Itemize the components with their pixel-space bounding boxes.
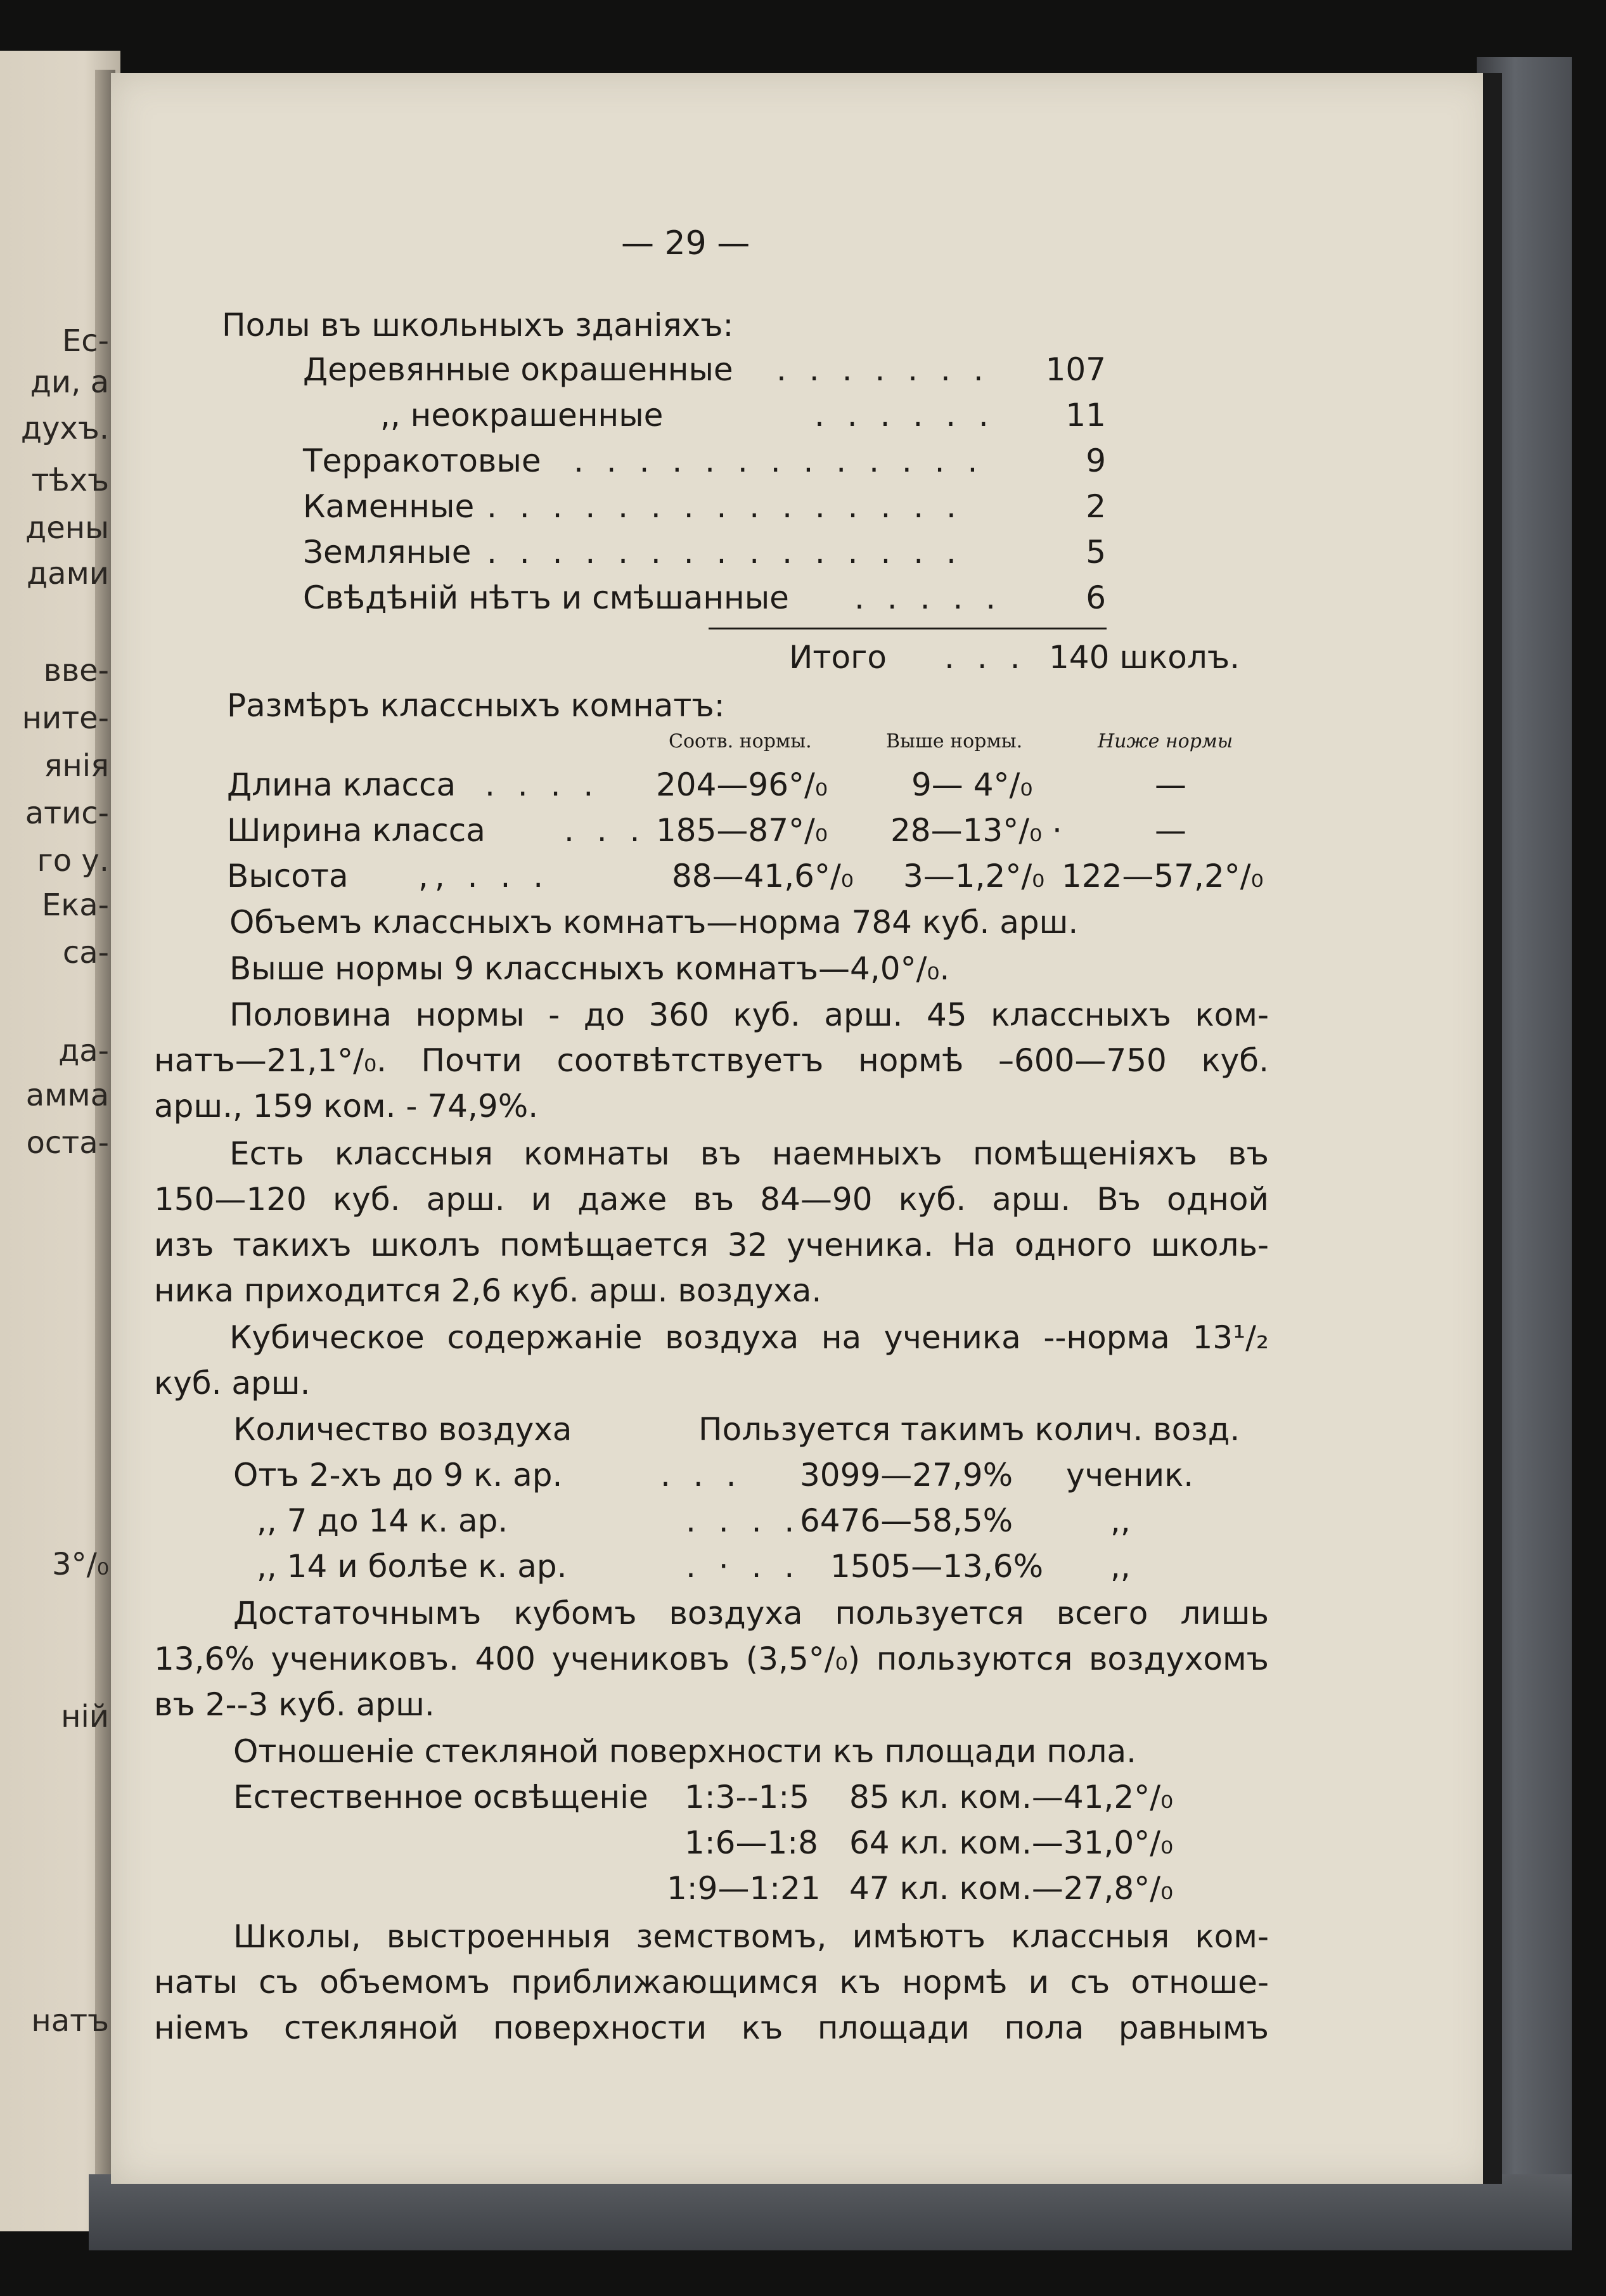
book-cover-bottom bbox=[89, 2174, 1572, 2250]
room-row-c3: — bbox=[1155, 766, 1186, 803]
air-unit: ученик. bbox=[1066, 1457, 1194, 1493]
left-fragment: дены bbox=[25, 510, 109, 546]
floor-dots: . . . . . . . bbox=[776, 351, 990, 388]
left-fragment: оста- bbox=[26, 1125, 109, 1161]
left-fragment: тѣхъ bbox=[31, 463, 109, 498]
text-line: изъ такихъ школъ помѣщается 32 ученика. На одного школь- bbox=[154, 1227, 1269, 1263]
left-fragment: да- bbox=[58, 1033, 109, 1069]
left-fragment: натъ bbox=[31, 2003, 109, 2039]
text-line: наты съ объемомъ приближающимся къ нормѣ и съ отноше- bbox=[154, 1964, 1269, 2001]
room-row-label: Длина класса bbox=[227, 766, 456, 803]
text-line: Достаточнымъ кубомъ воздуха пользуется всего лишь bbox=[233, 1595, 1269, 1632]
glass-rooms: 64 кл. ком.—31,0°/₀ bbox=[849, 1824, 1174, 1861]
left-fragment: 3°/₀ bbox=[52, 1547, 109, 1582]
left-fragment: ните- bbox=[22, 700, 109, 736]
room-row-c2: 3—1,2°/₀ bbox=[903, 858, 1045, 894]
room-row-c1: 185—87°/₀ bbox=[656, 812, 828, 849]
text-line: Половина нормы - до 360 куб. арш. 45 классныхъ ком- bbox=[229, 996, 1269, 1033]
left-fragment: духъ. bbox=[20, 411, 109, 446]
text-line: куб. арш. bbox=[154, 1365, 311, 1402]
air-unit: ,, bbox=[1110, 1502, 1131, 1539]
air-value: 1505—13,6% bbox=[830, 1548, 1044, 1585]
total-value: 140 школъ. bbox=[1049, 639, 1240, 676]
total-dots: . . . bbox=[944, 639, 1027, 676]
left-fragment: ди, а bbox=[30, 364, 109, 400]
floor-dots: . . . . . . . . . . . . . . . bbox=[487, 534, 963, 571]
text-line: Школы, выстроенныя земствомъ, имѣютъ классныя ком- bbox=[233, 1918, 1269, 1955]
room-row-c2: 9— 4°/₀ bbox=[911, 766, 1033, 803]
text-line: 13,6% учениковъ. 400 учениковъ (3,5°/₀) пользуются воздухомъ bbox=[154, 1641, 1269, 1677]
text-line: въ 2--3 куб. арш. bbox=[154, 1686, 435, 1723]
air-value: 6476—58,5% bbox=[800, 1502, 1013, 1539]
floor-label: Земляные bbox=[303, 534, 472, 571]
floor-value: 2 bbox=[1086, 488, 1106, 525]
text-line: Кубическое содержаніе воздуха на ученика --норма 13¹/₂ bbox=[229, 1319, 1269, 1356]
glass-rooms: 47 кл. ком.—27,8°/₀ bbox=[849, 1870, 1174, 1907]
floor-value: 11 bbox=[1065, 397, 1106, 434]
above-norm: Выше нормы 9 классныхъ комнатъ—4,0°/₀. bbox=[229, 950, 950, 987]
air-range: ,, 7 до 14 к. ар. bbox=[257, 1502, 508, 1539]
air-col-header: Пользуется такимъ колич. возд. bbox=[698, 1411, 1240, 1448]
floor-value: 6 bbox=[1086, 579, 1106, 616]
left-fragment: янія bbox=[44, 748, 109, 784]
room-sizes-heading: Размѣръ классныхъ комнатъ: bbox=[227, 687, 725, 724]
air-range: ,, 14 и болѣе к. ар. bbox=[257, 1548, 567, 1585]
floor-label: Каменные bbox=[303, 488, 475, 525]
left-fragment: Ека- bbox=[41, 887, 109, 923]
air-dots: . . . bbox=[660, 1457, 743, 1493]
floor-dots: . . . . . . . . . . . . . bbox=[574, 442, 984, 479]
floor-label: Терракотовые bbox=[303, 442, 541, 479]
floor-value: 107 bbox=[1045, 351, 1106, 388]
col-header: Ниже нормы bbox=[1098, 730, 1233, 752]
left-fragment: дами bbox=[26, 556, 109, 591]
left-fragment: го у. bbox=[37, 843, 109, 879]
floor-label: ,, неокрашенные bbox=[380, 397, 664, 434]
glass-rooms: 85 кл. ком.—41,2°/₀ bbox=[849, 1779, 1174, 1816]
air-range: Отъ 2-хъ до 9 к. ар. bbox=[233, 1457, 563, 1493]
text-line: Есть классныя комнаты въ наемныхъ помѣщеніяхъ въ bbox=[229, 1135, 1269, 1172]
page-gutter-shadow bbox=[1483, 73, 1502, 2184]
left-fragment: Ес- bbox=[61, 323, 109, 359]
room-row-dots: . . . bbox=[564, 812, 646, 849]
text-line: ника приходится 2,6 куб. арш. воздуха. bbox=[154, 1272, 822, 1309]
page bbox=[111, 73, 1493, 2184]
left-fragment: амма bbox=[25, 1078, 109, 1113]
room-row-dots: ,, . . . bbox=[418, 858, 550, 894]
room-row-c3: 122—57,2°/₀ bbox=[1062, 858, 1264, 894]
text-line: арш., 159 ком. - 74,9%. bbox=[154, 1088, 539, 1125]
left-fragment: ній bbox=[61, 1699, 109, 1734]
room-row-dots: . . . . bbox=[485, 766, 600, 803]
floor-value: 9 bbox=[1086, 442, 1106, 479]
left-fragment: атис- bbox=[25, 796, 109, 831]
col-header: Соотв. нормы. bbox=[669, 730, 812, 752]
glass-heading: Отношеніе стекляной поверхности къ площади пола. bbox=[233, 1733, 1137, 1770]
floor-dots: . . . . . . . . . . . . . . . bbox=[487, 488, 963, 525]
air-dots: . . . . bbox=[686, 1502, 801, 1539]
room-row-c2: 28—13°/₀ · bbox=[890, 812, 1062, 849]
floor-label: Свѣдѣній нѣтъ и смѣшанные bbox=[303, 579, 789, 616]
floors-heading: Полы въ школьныхъ зданіяхъ: bbox=[222, 307, 734, 344]
text-line: 150—120 куб. арш. и даже въ 84—90 куб. арш. Въ одной bbox=[154, 1181, 1269, 1218]
glass-ratio: 1:3--1:5 bbox=[684, 1779, 810, 1816]
text-line: натъ—21,1°/₀. Почти соотвѣтствуетъ нормѣ –600—750 куб. bbox=[154, 1042, 1269, 1079]
volume-norm: Объемъ классныхъ комнатъ—норма 784 куб. арш. bbox=[229, 904, 1079, 941]
room-row-c1: 88—41,6°/₀ bbox=[672, 858, 854, 894]
air-unit: ,, bbox=[1110, 1548, 1131, 1585]
floor-dots: . . . . . . bbox=[814, 397, 995, 434]
air-value: 3099—27,9% bbox=[800, 1457, 1013, 1493]
text-line: ніемъ стекляной поверхности къ площади пола равнымъ bbox=[154, 2009, 1269, 2046]
room-row-label: Высота bbox=[227, 858, 349, 894]
room-row-c3: — bbox=[1155, 812, 1186, 849]
total-rule bbox=[709, 628, 1107, 629]
floor-value: 5 bbox=[1086, 534, 1106, 571]
room-row-label: Ширина класса bbox=[227, 812, 485, 849]
col-header: Выше нормы. bbox=[886, 730, 1023, 752]
floor-label: Деревянные окрашенные bbox=[303, 351, 733, 388]
floor-dots: . . . . . bbox=[854, 579, 1003, 616]
left-fragment: са- bbox=[62, 935, 109, 971]
room-row-c1: 204—96°/₀ bbox=[656, 766, 828, 803]
total-label: Итого bbox=[789, 639, 887, 676]
glass-ratio: 1:6—1:8 bbox=[684, 1824, 818, 1861]
page-number: — 29 — bbox=[621, 224, 750, 262]
glass-label: Естественное освѣщеніе bbox=[233, 1779, 648, 1816]
air-col-header: Количество воздуха bbox=[233, 1411, 572, 1448]
left-fragment: вве- bbox=[43, 653, 109, 688]
air-dots: . · . . bbox=[686, 1548, 801, 1585]
glass-ratio: 1:9—1:21 bbox=[667, 1870, 821, 1907]
